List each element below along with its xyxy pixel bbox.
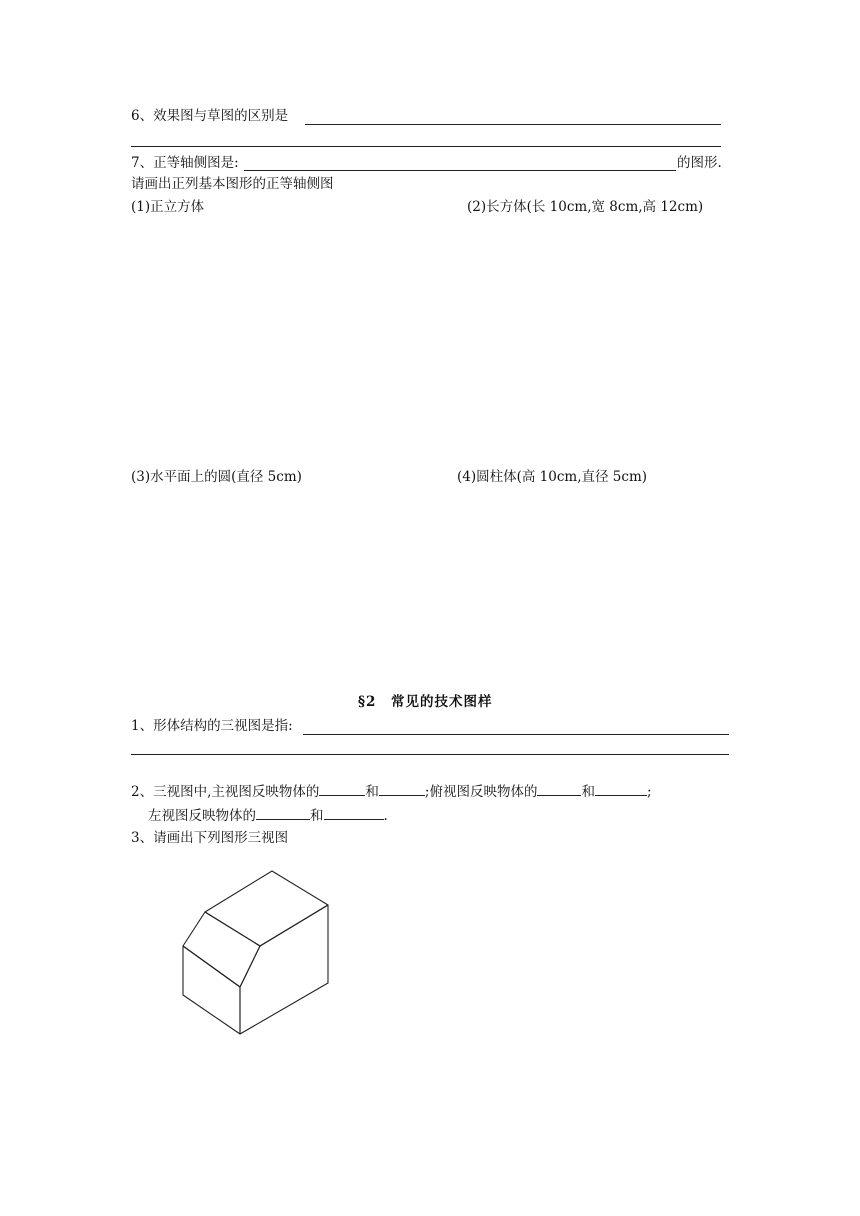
item-4: (4)圆柱体(高 10cm,直径 5cm) (457, 469, 648, 485)
s2q2-text-e: ; (646, 784, 652, 800)
question-6-text: 6、效果图与草图的区别是 (131, 108, 289, 124)
question-7-prefix: 7、正等轴侧图是: (131, 155, 239, 171)
section-2-title: §2 常见的技术图样 (358, 694, 493, 710)
figure-top-face (205, 871, 328, 946)
figure-chamfer-face (183, 912, 260, 987)
s2q2-text-h: . (383, 808, 388, 824)
figure-front-face (183, 946, 240, 1034)
item-2: (2)长方体(长 10cm,宽 8cm,高 12cm) (467, 199, 704, 215)
figure-side-face (240, 905, 328, 1034)
s2q2-text-d: 和 (581, 784, 595, 800)
s2q2-text-g: 和 (310, 808, 324, 824)
s2q2-text-b: 和 (365, 784, 379, 800)
question-7-suffix: 的图形. (677, 155, 722, 171)
s2-question-1: 1、形体结构的三视图是指: (131, 718, 293, 734)
item-1: (1)正立方体 (131, 199, 205, 215)
item-3: (3)水平面上的圆(直径 5cm) (131, 469, 302, 485)
s2q2-text-f: 左视图反映物体的 (148, 808, 256, 824)
s2q2-text-a: 2、三视图中,主视图反映物体的 (131, 784, 320, 800)
s2-question-3: 3、请画出下列图形三视图 (131, 830, 289, 846)
s2q2-text-c: ;俯视图反映物体的 (424, 784, 538, 800)
instruction: 请画出正列基本图形的正等轴侧图 (131, 176, 334, 192)
